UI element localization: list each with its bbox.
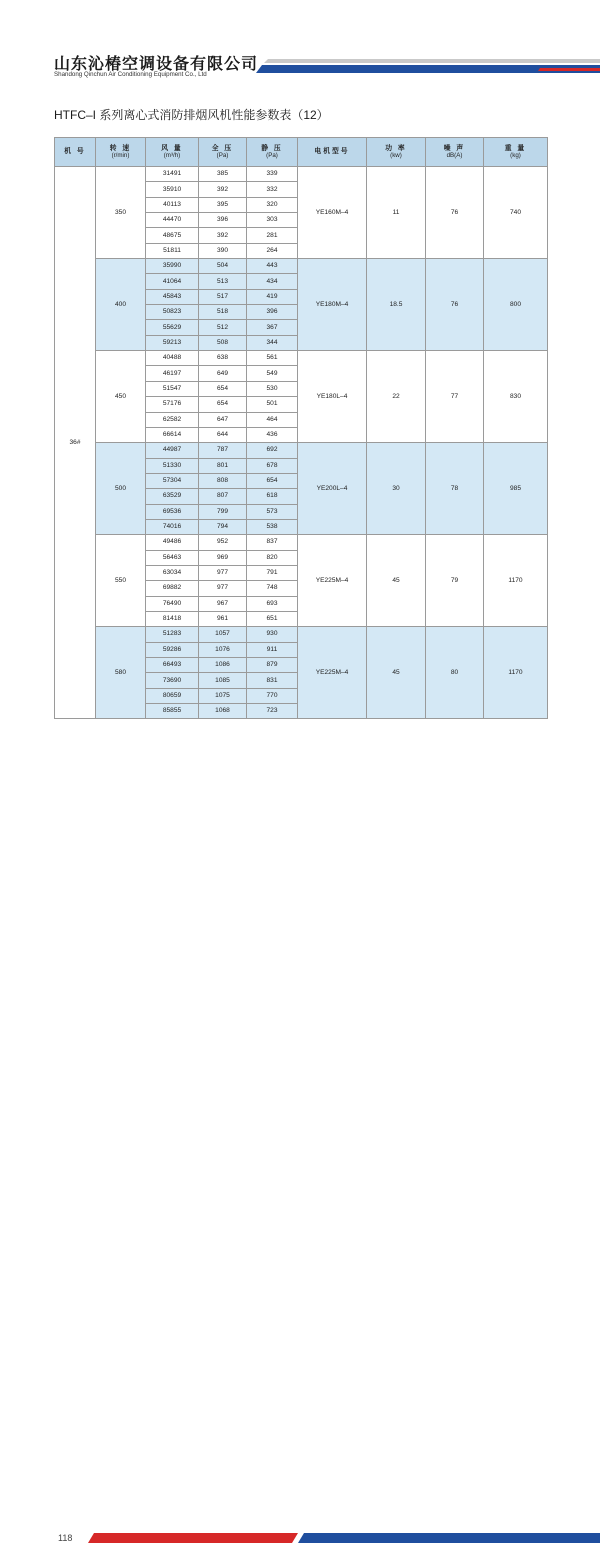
total-pressure-cell: 649	[199, 366, 247, 381]
weight-cell: 800	[484, 259, 548, 351]
airflow-cell: 41064	[146, 274, 199, 289]
static-pressure-cell: 549	[247, 366, 298, 381]
total-pressure-cell: 1075	[199, 688, 247, 703]
static-pressure-cell: 436	[247, 427, 298, 442]
power-cell: 18.5	[367, 259, 426, 351]
static-pressure-cell: 837	[247, 535, 298, 550]
page-footer	[0, 762, 600, 1543]
weight-cell: 985	[484, 443, 548, 535]
total-pressure-cell: 977	[199, 581, 247, 596]
table-row	[55, 167, 548, 182]
static-pressure-cell: 723	[247, 704, 298, 719]
airflow-cell: 31491	[146, 167, 199, 182]
power-cell: 45	[367, 535, 426, 627]
col-header-static-pressure: 静 压 (Pa)	[247, 138, 298, 167]
total-pressure-cell: 654	[199, 397, 247, 412]
static-pressure-cell: 538	[247, 519, 298, 534]
speed-cell: 350	[96, 167, 146, 259]
table-row	[55, 535, 548, 550]
total-pressure-cell: 390	[199, 243, 247, 258]
airflow-cell: 57176	[146, 397, 199, 412]
static-pressure-cell: 791	[247, 565, 298, 580]
airflow-cell: 51283	[146, 627, 199, 642]
airflow-cell: 46197	[146, 366, 199, 381]
total-pressure-cell: 1068	[199, 704, 247, 719]
static-pressure-cell: 678	[247, 458, 298, 473]
noise-cell: 80	[426, 627, 484, 719]
noise-cell: 77	[426, 351, 484, 443]
motor-model-cell: YE160M–4	[298, 167, 367, 259]
total-pressure-cell: 969	[199, 550, 247, 565]
motor-model-cell: YE200L–4	[298, 443, 367, 535]
airflow-cell: 66614	[146, 427, 199, 442]
col-header-speed: 转 速 (r/min)	[96, 138, 146, 167]
weight-cell: 1170	[484, 535, 548, 627]
col-header-airflow: 风 量 (m³/h)	[146, 138, 199, 167]
airflow-cell: 76490	[146, 596, 199, 611]
airflow-cell: 51330	[146, 458, 199, 473]
static-pressure-cell: 693	[247, 596, 298, 611]
motor-model-cell: YE225M–4	[298, 535, 367, 627]
motor-model-cell: YE225M–4	[298, 627, 367, 719]
noise-cell: 79	[426, 535, 484, 627]
total-pressure-cell: 1086	[199, 658, 247, 673]
airflow-cell: 35910	[146, 182, 199, 197]
static-pressure-cell: 419	[247, 289, 298, 304]
total-pressure-cell: 977	[199, 565, 247, 580]
airflow-cell: 69882	[146, 581, 199, 596]
col-header-total-pressure: 全 压 (Pa)	[199, 138, 247, 167]
motor-model-cell: YE180M–4	[298, 259, 367, 351]
total-pressure-cell: 504	[199, 259, 247, 274]
total-pressure-cell: 385	[199, 167, 247, 182]
total-pressure-cell: 517	[199, 289, 247, 304]
static-pressure-cell: 618	[247, 489, 298, 504]
header-stripe-graphic	[250, 57, 600, 77]
airflow-cell: 59213	[146, 335, 199, 350]
airflow-cell: 40488	[146, 351, 199, 366]
noise-cell: 76	[426, 259, 484, 351]
total-pressure-cell: 396	[199, 213, 247, 228]
speed-cell: 500	[96, 443, 146, 535]
static-pressure-cell: 464	[247, 412, 298, 427]
total-pressure-cell: 644	[199, 427, 247, 442]
power-cell: 30	[367, 443, 426, 535]
speed-cell: 580	[96, 627, 146, 719]
col-header-model: 机 号	[55, 138, 96, 167]
total-pressure-cell: 799	[199, 504, 247, 519]
company-name-cn: 山东沁椿空调设备有限公司	[54, 54, 259, 73]
col-header-weight: 重 量 (kg)	[484, 138, 548, 167]
airflow-cell: 55629	[146, 320, 199, 335]
total-pressure-cell: 961	[199, 611, 247, 626]
weight-cell: 830	[484, 351, 548, 443]
total-pressure-cell: 518	[199, 305, 247, 320]
static-pressure-cell: 443	[247, 259, 298, 274]
total-pressure-cell: 1057	[199, 627, 247, 642]
power-cell: 11	[367, 167, 426, 259]
static-pressure-cell: 344	[247, 335, 298, 350]
noise-cell: 78	[426, 443, 484, 535]
total-pressure-cell: 794	[199, 519, 247, 534]
performance-table	[54, 137, 548, 719]
airflow-cell: 74016	[146, 519, 199, 534]
table-body	[55, 167, 548, 719]
noise-cell: 76	[426, 167, 484, 259]
airflow-cell: 66493	[146, 658, 199, 673]
static-pressure-cell: 879	[247, 658, 298, 673]
airflow-cell: 63529	[146, 489, 199, 504]
static-pressure-cell: 654	[247, 473, 298, 488]
total-pressure-cell: 392	[199, 182, 247, 197]
airflow-cell: 49486	[146, 535, 199, 550]
static-pressure-cell: 911	[247, 642, 298, 657]
total-pressure-cell: 638	[199, 351, 247, 366]
static-pressure-cell: 573	[247, 504, 298, 519]
power-cell: 45	[367, 627, 426, 719]
airflow-cell: 62582	[146, 412, 199, 427]
total-pressure-cell: 395	[199, 197, 247, 212]
total-pressure-cell: 1085	[199, 673, 247, 688]
table-row	[55, 351, 548, 366]
weight-cell: 740	[484, 167, 548, 259]
static-pressure-cell: 770	[247, 688, 298, 703]
total-pressure-cell: 647	[199, 412, 247, 427]
airflow-cell: 56463	[146, 550, 199, 565]
static-pressure-cell: 396	[247, 305, 298, 320]
total-pressure-cell: 787	[199, 443, 247, 458]
airflow-cell: 73690	[146, 673, 199, 688]
static-pressure-cell: 320	[247, 197, 298, 212]
airflow-cell: 80659	[146, 688, 199, 703]
machine-number-cell: 36#	[55, 167, 96, 719]
total-pressure-cell: 392	[199, 228, 247, 243]
table-row	[55, 259, 548, 274]
speed-cell: 400	[96, 259, 146, 351]
total-pressure-cell: 1076	[199, 642, 247, 657]
col-header-motor: 电机型号	[298, 138, 367, 167]
static-pressure-cell: 930	[247, 627, 298, 642]
airflow-cell: 57304	[146, 473, 199, 488]
table-row	[55, 627, 548, 642]
total-pressure-cell: 508	[199, 335, 247, 350]
total-pressure-cell: 808	[199, 473, 247, 488]
total-pressure-cell: 512	[199, 320, 247, 335]
airflow-cell: 63034	[146, 565, 199, 580]
static-pressure-cell: 501	[247, 397, 298, 412]
table-row	[55, 443, 548, 458]
airflow-cell: 44987	[146, 443, 199, 458]
airflow-cell: 45843	[146, 289, 199, 304]
speed-cell: 550	[96, 535, 146, 627]
footer-stripe-graphic	[88, 1532, 600, 1544]
total-pressure-cell: 952	[199, 535, 247, 550]
airflow-cell: 59286	[146, 642, 199, 657]
airflow-cell: 69536	[146, 504, 199, 519]
speed-cell: 450	[96, 351, 146, 443]
total-pressure-cell: 654	[199, 381, 247, 396]
total-pressure-cell: 801	[199, 458, 247, 473]
total-pressure-cell: 513	[199, 274, 247, 289]
static-pressure-cell: 692	[247, 443, 298, 458]
airflow-cell: 51547	[146, 381, 199, 396]
airflow-cell: 40113	[146, 197, 199, 212]
total-pressure-cell: 807	[199, 489, 247, 504]
static-pressure-cell: 561	[247, 351, 298, 366]
airflow-cell: 81418	[146, 611, 199, 626]
page-header	[0, 0, 600, 90]
airflow-cell: 44470	[146, 213, 199, 228]
weight-cell: 1170	[484, 627, 548, 719]
motor-model-cell: YE180L–4	[298, 351, 367, 443]
page-number: 118	[58, 1533, 73, 1543]
airflow-cell: 85855	[146, 704, 199, 719]
static-pressure-cell: 281	[247, 228, 298, 243]
table-header-row	[55, 138, 548, 167]
static-pressure-cell: 434	[247, 274, 298, 289]
static-pressure-cell: 264	[247, 243, 298, 258]
col-header-power: 功 率 (kw)	[367, 138, 426, 167]
static-pressure-cell: 332	[247, 182, 298, 197]
static-pressure-cell: 530	[247, 381, 298, 396]
static-pressure-cell: 820	[247, 550, 298, 565]
static-pressure-cell: 748	[247, 581, 298, 596]
static-pressure-cell: 367	[247, 320, 298, 335]
airflow-cell: 35990	[146, 259, 199, 274]
col-header-noise: 噪 声 dB(A)	[426, 138, 484, 167]
static-pressure-cell: 831	[247, 673, 298, 688]
airflow-cell: 51811	[146, 243, 199, 258]
static-pressure-cell: 303	[247, 213, 298, 228]
airflow-cell: 50823	[146, 305, 199, 320]
static-pressure-cell: 339	[247, 167, 298, 182]
power-cell: 22	[367, 351, 426, 443]
table-title: HTFC–I 系列离心式消防排烟风机性能参数表（12）	[54, 108, 329, 122]
total-pressure-cell: 967	[199, 596, 247, 611]
airflow-cell: 48675	[146, 228, 199, 243]
company-name-en: Shandong Qinchun Air Conditioning Equipment Co., Ltd	[54, 71, 207, 78]
static-pressure-cell: 651	[247, 611, 298, 626]
